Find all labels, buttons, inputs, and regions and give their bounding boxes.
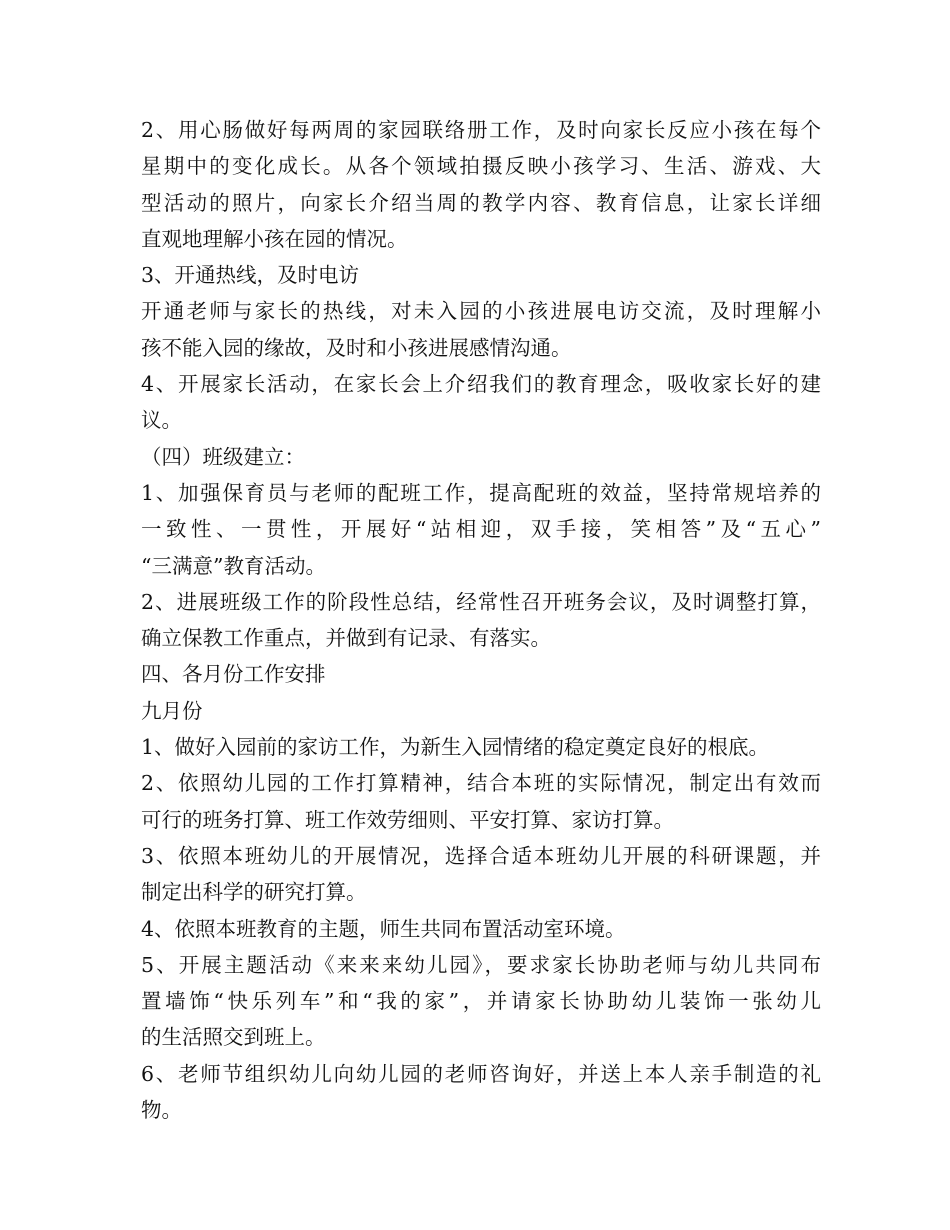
text-line: 确立保教工作重点，并做到有记录、有落实。 (141, 626, 551, 651)
text-line: 直观地理解小孩在园的情况。 (141, 226, 408, 251)
text-line: 4、开展家长活动，在家长会上介绍我们的教育理念，吸收家长好的建 (141, 372, 821, 397)
text-line: （四）班级建立： (141, 444, 305, 469)
text-line: 星期中的变化成长。从各个领域拍摄反映小孩学习、生活、游戏、大 (141, 154, 821, 179)
text-line: 制定出科学的研究打算。 (141, 880, 367, 905)
text-line: 可行的班务打算、班工作效劳细则、平安打算、家访打算。 (141, 807, 674, 832)
text-line: 1、加强保育员与老师的配班工作，提高配班的效益，坚持常规培养的 (141, 480, 821, 505)
text-line: 孩不能入园的缘故，及时和小孩进展感情沟通。 (141, 335, 572, 360)
text-line: 2、进展班级工作的阶段性总结，经常性召开班务会议，及时调整打算， (141, 589, 821, 614)
text-line: 4、依照本班教育的主题，师生共同布置活动室环境。 (141, 916, 626, 941)
text-line: 的生活照交到班上。 (141, 1025, 326, 1050)
text-line: “三满意”教育活动。 (141, 553, 326, 578)
text-line: 型活动的照片，向家长介绍当周的教学内容、教育信息，让家长详细 (141, 190, 821, 215)
text-line: 3、依照本班幼儿的开展情况，选择合适本班幼儿开展的科研课题，并 (141, 843, 821, 868)
text-line: 物。 (141, 1098, 182, 1123)
text-line: 置墙饰“快乐列车”和“我的家”，并请家长协助幼儿装饰一张幼儿 (141, 989, 821, 1014)
text-line: 2、依照幼儿园的工作打算精神，结合本班的实际情况，制定出有效而 (141, 771, 821, 796)
document-body (141, 112, 821, 1128)
text-line: 四、各月份工作安排 (141, 662, 326, 687)
text-line: 开通老师与家长的热线，对未入园的小孩进展电访交流，及时理解小 (141, 299, 821, 324)
text-line: 5、开展主题活动《来来来幼儿园》，要求家长协助老师与幼儿共同布 (141, 952, 821, 977)
text-line: 九月份 (141, 698, 203, 723)
text-line: 3、开通热线，及时电访 (141, 263, 360, 288)
text-line: 6、老师节组织幼儿向幼儿园的老师咨询好，并送上本人亲手制造的礼 (141, 1061, 821, 1086)
text-line: 一致性、一贯性，开展好“站相迎，双手接，笑相答”及“五心” (141, 517, 821, 542)
text-line: 议。 (141, 408, 182, 433)
text-line: 2、用心肠做好每两周的家园联络册工作，及时向家长反应小孩在每个 (141, 118, 821, 142)
text-line: 1、做好入园前的家访工作，为新生入园情绪的稳定奠定良好的根底。 (141, 735, 770, 760)
